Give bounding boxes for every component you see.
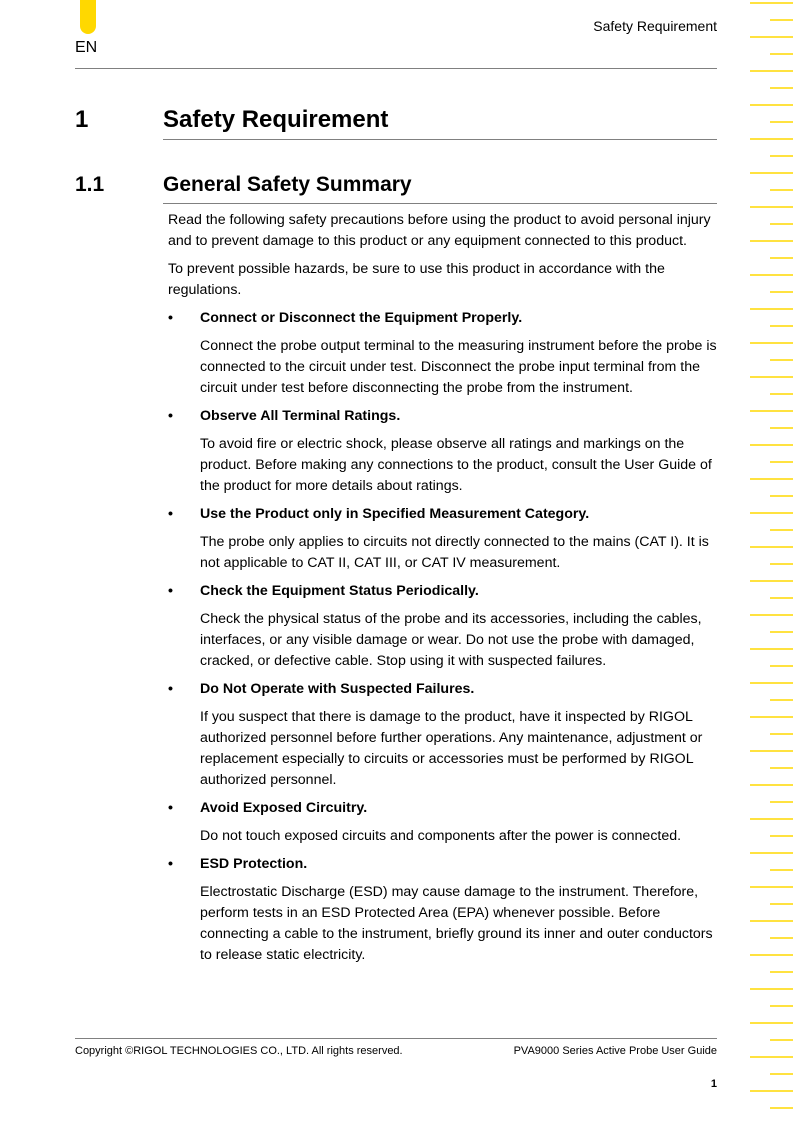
bullet-icon: • <box>168 408 173 424</box>
section-number: 1.1 <box>75 173 105 196</box>
bullet-icon: • <box>168 856 173 872</box>
section-rule <box>163 203 717 204</box>
safety-item-title: Connect or Disconnect the Equipment Properly. <box>200 310 523 326</box>
safety-item-title: Check the Equipment Status Periodically. <box>200 583 479 599</box>
safety-item-body: To avoid fire or electric shock, please observe all ratings and markings on the product. Before making any connections to the product, consult the User Guide of the product for more details about ratings. <box>200 436 712 494</box>
chapter-number: 1 <box>75 106 89 133</box>
safety-item-body: Electrostatic Discharge (ESD) may cause damage to the instrument. Therefore, perform tests in an ESD Protected Area (EPA) whenever possible. Before connecting a cable to the instrument, briefly ground its inner and outer conductors to release static electricity. <box>200 884 713 963</box>
safety-item <box>168 798 720 847</box>
safety-item <box>168 308 720 399</box>
thumb-index-ruler <box>750 0 793 1122</box>
section-title: General Safety Summary <box>163 173 412 196</box>
safety-item <box>168 581 720 672</box>
copyright-notice: Copyright ©RIGOL TECHNOLOGIES CO., LTD. All rights reserved. <box>75 1045 403 1057</box>
bullet-icon: • <box>168 583 173 599</box>
bullet-icon: • <box>168 800 173 816</box>
chapter-title: Safety Requirement <box>163 106 389 133</box>
safety-item <box>168 504 720 574</box>
safety-item <box>168 679 720 791</box>
chapter-rule <box>163 139 717 140</box>
safety-item-body: The probe only applies to circuits not directly connected to the mains (CAT I). It is not applicable to CAT II, CAT III, or CAT IV measurement. <box>200 534 709 571</box>
language-label: EN <box>75 39 98 56</box>
safety-item <box>168 406 720 497</box>
safety-item-body: Check the physical status of the probe and its accessories, including the cables, interfaces, or any visible damage or wear. Do not use the probe with damaged, cracked, or defective cable. Stop using it with suspected failures. <box>200 611 702 669</box>
safety-item-title: Use the Product only in Specified Measurement Category. <box>200 506 590 522</box>
safety-item-body: Connect the probe output terminal to the measuring instrument before the probe is connected to the circuit under test. Disconnect the probe input terminal from the circuit under test before disconnecting the probe from the instrument. <box>200 338 717 396</box>
safety-item-title: ESD Protection. <box>200 856 308 872</box>
page-number: 1 <box>710 1078 717 1090</box>
safety-item-title: Observe All Terminal Ratings. <box>200 408 401 424</box>
intro-paragraph: Read the following safety precautions before using the product to avoid personal injury and to prevent damage to this product or any equipment connected to this product. <box>168 212 711 249</box>
bullet-icon: • <box>168 681 173 697</box>
header-rule <box>75 68 717 69</box>
language-tab-marker <box>80 0 96 34</box>
section-body <box>168 210 720 973</box>
safety-item-body: If you suspect that there is damage to the product, have it inspected by RIGOL authorized personnel before further operations. Any maintenance, adjustment or replacement especially to circuits or accessories must be performed by RIGOL authorized personnel. <box>200 709 703 788</box>
safety-item <box>168 854 720 966</box>
safety-item-title: Avoid Exposed Circuitry. <box>200 800 368 816</box>
document-title: PVA9000 Series Active Probe User Guide <box>513 1045 717 1057</box>
intro-paragraph: To prevent possible hazards, be sure to use this product in accordance with the regulations. <box>168 261 665 298</box>
bullet-icon: • <box>168 310 173 326</box>
footer-rule <box>75 1038 717 1039</box>
bullet-icon: • <box>168 506 173 522</box>
safety-item-title: Do Not Operate with Suspected Failures. <box>200 681 475 697</box>
safety-item-body: Do not touch exposed circuits and components after the power is connected. <box>200 828 682 844</box>
running-header-title: Safety Requirement <box>593 18 717 34</box>
